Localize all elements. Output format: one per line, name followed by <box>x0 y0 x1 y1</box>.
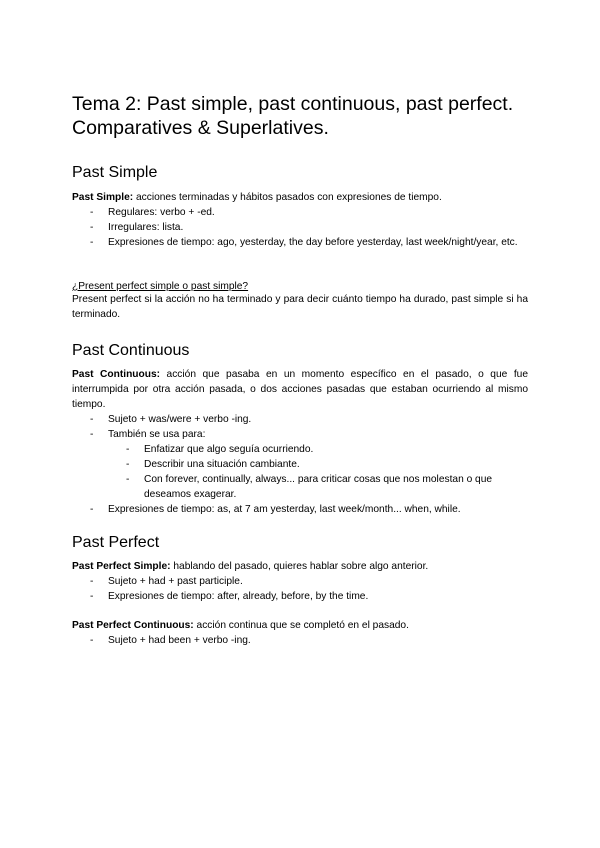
bullet-dash: - <box>90 504 94 515</box>
list-item <box>72 427 528 442</box>
past-continuous-term: Past Continuous: <box>72 369 161 380</box>
bullet-dash: - <box>126 474 130 485</box>
past-perfect-simple-definition-text: hablando del pasado, quieres hablar sobre algo anterior. <box>170 561 429 572</box>
heading-past-continuous: Past Continuous <box>72 342 190 359</box>
bullet-dash: - <box>90 429 94 440</box>
bullet-dash: - <box>126 459 130 470</box>
list-item <box>72 205 528 220</box>
bullet-dash: - <box>90 222 94 233</box>
bullet-dash: - <box>90 576 94 587</box>
bullet-dash: - <box>90 237 94 248</box>
list-item-text: Expresiones de tiempo: as, at 7 am yesterday, last week/month... when, while. <box>108 504 461 515</box>
past-simple-definition <box>72 190 528 205</box>
list-item <box>72 589 528 604</box>
list-item-text: Sujeto + had + past participle. <box>108 576 243 587</box>
list-item-text: También se usa para: <box>108 429 206 440</box>
list-item <box>72 412 528 427</box>
heading-past-perfect: Past Perfect <box>72 534 160 551</box>
list-item <box>72 502 528 517</box>
list-item <box>72 574 528 589</box>
past-continuous-definition-text: acción que pasaba en un momento específico en el pasado, o que fue interrumpida por otra acción pasada, o dos acciones pasadas que estaban ocurriendo al mismo tiempo. <box>72 369 528 410</box>
list-item <box>72 633 528 648</box>
past-simple-term: Past Simple: <box>72 192 134 203</box>
document-title: Tema 2: Past simple, past continuous, past perfect. Comparatives & Superlatives. <box>72 93 514 139</box>
past-perfect-continuous-definition <box>72 618 528 633</box>
list-item-text: Con forever, continually, always... para criticar cosas que nos molestan o que deseamos exagerar. <box>144 474 493 500</box>
list-item-text: Sujeto + was/were + verbo -ing. <box>108 414 252 425</box>
list-item-text: Expresiones de tiempo: after, already, before, by the time. <box>108 591 369 602</box>
past-continuous-list <box>72 412 528 517</box>
list-item-text: Describir una situación cambiante. <box>144 459 300 470</box>
past-perfect-simple-list <box>72 574 528 604</box>
sub-list-item <box>72 442 528 457</box>
list-item <box>72 235 528 250</box>
list-item <box>72 220 528 235</box>
past-perfect-continuous-list <box>72 633 528 648</box>
heading-past-simple: Past Simple <box>72 164 158 181</box>
sub-list-item <box>72 457 528 472</box>
sub-list-item <box>72 472 528 502</box>
list-item-text: Expresiones de tiempo: ago, yesterday, the day before yesterday, last week/night/year, etc. <box>108 237 518 248</box>
list-item-text: Irregulares: lista. <box>108 222 184 233</box>
bullet-dash: - <box>90 207 94 218</box>
past-simple-question: ¿Present perfect simple o past simple? <box>72 281 249 292</box>
bullet-dash: - <box>90 635 94 646</box>
past-perfect-continuous-term: Past Perfect Continuous: <box>72 620 194 631</box>
past-simple-definition-text: acciones terminadas y hábitos pasados con expresiones de tiempo. <box>133 192 442 203</box>
past-simple-answer: Present perfect si la acción no ha terminado y para decir cuánto tiempo ha durado, past simple si ha terminado. <box>72 294 528 320</box>
bullet-dash: - <box>126 444 130 455</box>
bullet-dash: - <box>90 414 94 425</box>
list-item-text: Sujeto + had been + verbo -ing. <box>108 635 251 646</box>
past-simple-list <box>72 205 528 250</box>
list-item-text: Enfatizar que algo seguía ocurriendo. <box>144 444 314 455</box>
past-continuous-definition <box>72 367 528 412</box>
past-perfect-continuous-definition-text: acción continua que se completó en el pasado. <box>193 620 409 631</box>
past-perfect-simple-definition <box>72 559 528 574</box>
list-item-text: Regulares: verbo + -ed. <box>108 207 215 218</box>
past-perfect-simple-term: Past Perfect Simple: <box>72 561 171 572</box>
bullet-dash: - <box>90 591 94 602</box>
